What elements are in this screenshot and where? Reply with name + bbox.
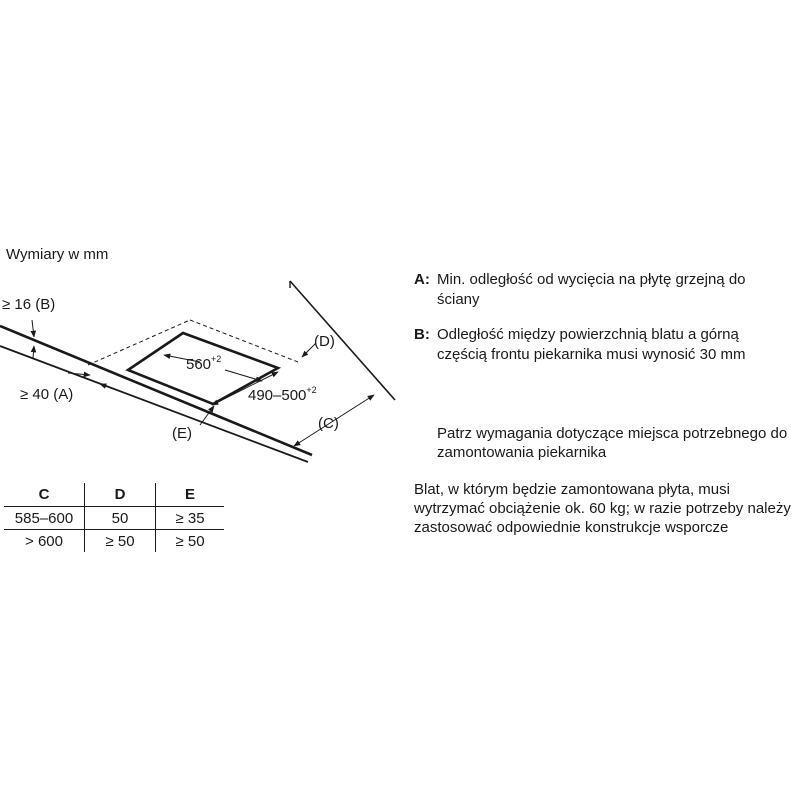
note-load-capacity: Blat, w którym będzie zamontowana płyta, musi wytrzymać obciążenie ok. 60 kg; w razie potrzeby należy zastosować odpowiednie konstrukcje wsporcze <box>414 481 791 536</box>
table-row <box>4 530 224 553</box>
table-cell: 50 <box>85 507 156 530</box>
table-cell: ≥ 50 <box>175 532 205 550</box>
table-cell: > 600 <box>4 530 85 553</box>
table-cell: 585–600 <box>4 507 85 530</box>
note-oven-space: Patrz wymagania dotyczące miejsca potrzebnego do zamontowania piekarnika <box>437 425 788 461</box>
label-e: (E) <box>172 425 192 442</box>
table-header: D <box>85 483 156 507</box>
table-cell: ≥ 35 <box>156 507 225 530</box>
label-width: $560^{+2}$ <box>186 354 222 373</box>
legend-key-a: A: <box>414 271 430 288</box>
label-c: (C) <box>318 415 339 432</box>
page-title: Wymiary w mm <box>6 246 109 263</box>
table-cell: ≥ 50 <box>85 530 156 553</box>
legend-key-b: B: <box>414 326 430 343</box>
legend-text-b: Odległość między powierzchnią blatu a górną częścią frontu piekarnika musi wynosić 30 mm <box>437 326 746 363</box>
label-depth: $490-500^{+2}$ <box>248 385 317 404</box>
table-header: E <box>156 483 225 507</box>
dimensions-table <box>4 483 224 552</box>
legend-text-a: Min. odległość od wycięcia na płytę grzejną do ściany <box>437 271 746 308</box>
label-a: ≥ 40 (A) <box>20 386 74 403</box>
label-b: ≥ 16 (B) <box>2 296 56 313</box>
table-row <box>4 507 224 530</box>
label-d: (D) <box>314 333 335 350</box>
table-header: C <box>4 483 85 507</box>
